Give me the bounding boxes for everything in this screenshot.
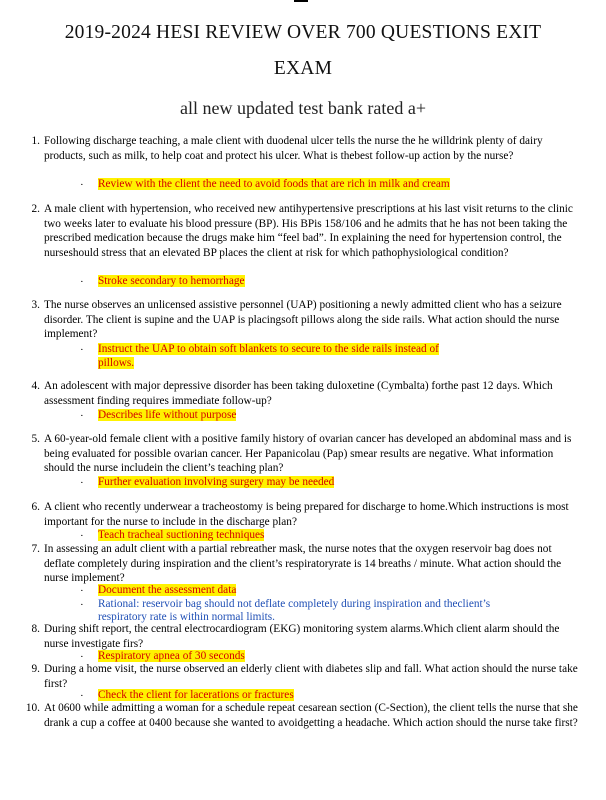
- bullet-icon: ·: [80, 477, 84, 489]
- question-text: An adolescent with major depressive disorder has been taking duloxetine (Cymbalta) forthe past 12 days. Which assessment finding requires immediate follow-up?: [44, 380, 553, 407]
- question-number: 6.: [31, 501, 40, 513]
- answer-text: Further evaluation involving surgery may be needed: [98, 476, 335, 488]
- question-text: Following discharge teaching, a male client with duodenal ulcer tells the nurse the he willdrink plenty of dairy products, such as milk, to help coat and protect his ulcer. What is thebest follow-up action by the nurse?: [44, 135, 543, 162]
- bullet-icon: ·: [80, 651, 84, 663]
- rationale-7-line2: respiratory rate is within normal limits.: [98, 611, 275, 623]
- question-text: A client who recently underwear a tracheostomy is being prepared for discharge to home.Which instructions is most important for the nurse to include in the discharge plan?: [44, 501, 569, 528]
- answer-text: Review with the client the need to avoid foods that are rich in milk and cream: [98, 178, 450, 190]
- question-3: [31, 298, 584, 342]
- answer-3-line2: [98, 357, 134, 371]
- question-number: 1.: [31, 135, 40, 147]
- answer-text: Respiratory apnea of 30 seconds: [98, 650, 245, 662]
- question-2: [31, 202, 584, 260]
- answer-5: [98, 476, 334, 490]
- question-number: 9.: [31, 663, 40, 675]
- question-text: At 0600 while admitting a woman for a schedule repeat cesarean section (C-Section), the client tells the nurse that she drank a cup a coffee at 0400 because she wanted to avoidgetting a headache. Which action should the nurse take first?: [44, 702, 578, 729]
- bullet-icon: ·: [80, 690, 84, 702]
- question-number: 3.: [31, 299, 40, 311]
- answer-4: [98, 409, 236, 423]
- answer-text: Check the client for lacerations or fractures: [98, 689, 294, 701]
- question-text: In assessing an adult client with a partial rebreather mask, the nurse notes that the oxygen reservoir bag does not deflate completely during inspiration and the client’s respiratoryrate is 14 breaths / minute. What action should the nurse implement?: [44, 543, 562, 585]
- question-text: During a home visit, the nurse observed an elderly client with diabetes slip and fall. What action should the nurse take first?: [44, 663, 578, 690]
- question-number: 8.: [31, 623, 40, 635]
- answer-text: Document the assessment data: [98, 584, 237, 596]
- question-text: A 60-year-old female client with a positive family history of ovarian cancer has developed an abdominal mass and is being evaluated for possible ovarian cancer. Her Papanicolau (Pap) smear results are negative. What information should the nurse includein the client’s teaching plan?: [44, 433, 572, 475]
- bullet-icon: ·: [80, 344, 84, 356]
- question-number: 10.: [25, 702, 40, 714]
- question-text: A male client with hypertension, who received new antihypertensive prescriptions at his last visit returns to the clinic two weeks later to evaluate his blood pressure (BP). His BPis 158/106 and he admits that he has not been taking the prescribed medication because the drugs make him “feel bad”. In explaining the need for hypertension control, the nurseshould stress that an elevated BP places the client at risk for which pathophysiological condition?: [44, 203, 573, 259]
- question-5: [31, 432, 584, 476]
- question-number: 4.: [31, 380, 40, 392]
- bullet-icon: ·: [80, 276, 84, 288]
- answer-text: Stroke secondary to hemorrhage: [98, 275, 245, 287]
- question-1: [31, 134, 584, 163]
- question-text: The nurse observes an unlicensed assistive personnel (UAP) positioning a newly admitted client who has a seizure disorder. The client is supine and the UAP is placingsoft pillows along the side rails. What action should the nurse implement?: [44, 299, 562, 341]
- document-title-line1: 2019-2024 HESI REVIEW OVER 700 QUESTIONS EXIT: [64, 22, 542, 43]
- answer-1: [98, 178, 450, 192]
- bullet-icon: ·: [80, 599, 84, 611]
- bullet-icon: ·: [80, 585, 84, 597]
- top-edge-mark: [294, 0, 308, 2]
- bullet-icon: ·: [80, 410, 84, 422]
- answer-3-line1: [98, 343, 439, 357]
- answer-text: Describes life without purpose: [98, 409, 237, 421]
- question-10: [25, 701, 584, 730]
- question-6: [31, 500, 584, 529]
- answer-7: [98, 584, 236, 598]
- answer-text: pillows.: [98, 357, 135, 369]
- question-number: 2.: [31, 203, 40, 215]
- answer-text: Instruct the UAP to obtain soft blankets to secure to the side rails instead of: [98, 343, 439, 355]
- question-8: [31, 622, 584, 651]
- bullet-icon: ·: [80, 530, 84, 542]
- document-subtitle: all new updated test bank rated a+: [179, 98, 427, 118]
- document-title-line2: EXAM: [273, 58, 333, 79]
- question-text: During shift report, the central electrocardiogram (EKG) monitoring system alarms.Which client alarm should the nurse investigate firs?: [44, 623, 560, 650]
- rationale-7-line1: Rational: reservoir bag should not deflate completely during inspiration and theclient’s: [98, 598, 491, 610]
- question-number: 7.: [31, 543, 40, 555]
- answer-6: [98, 529, 264, 543]
- answer-text: Teach tracheal suctioning techniques: [98, 529, 265, 541]
- question-9: [31, 662, 584, 691]
- question-4: [31, 379, 584, 408]
- question-number: 5.: [31, 433, 40, 445]
- bullet-icon: ·: [80, 179, 84, 191]
- answer-2: [98, 275, 245, 289]
- question-7: [31, 542, 584, 586]
